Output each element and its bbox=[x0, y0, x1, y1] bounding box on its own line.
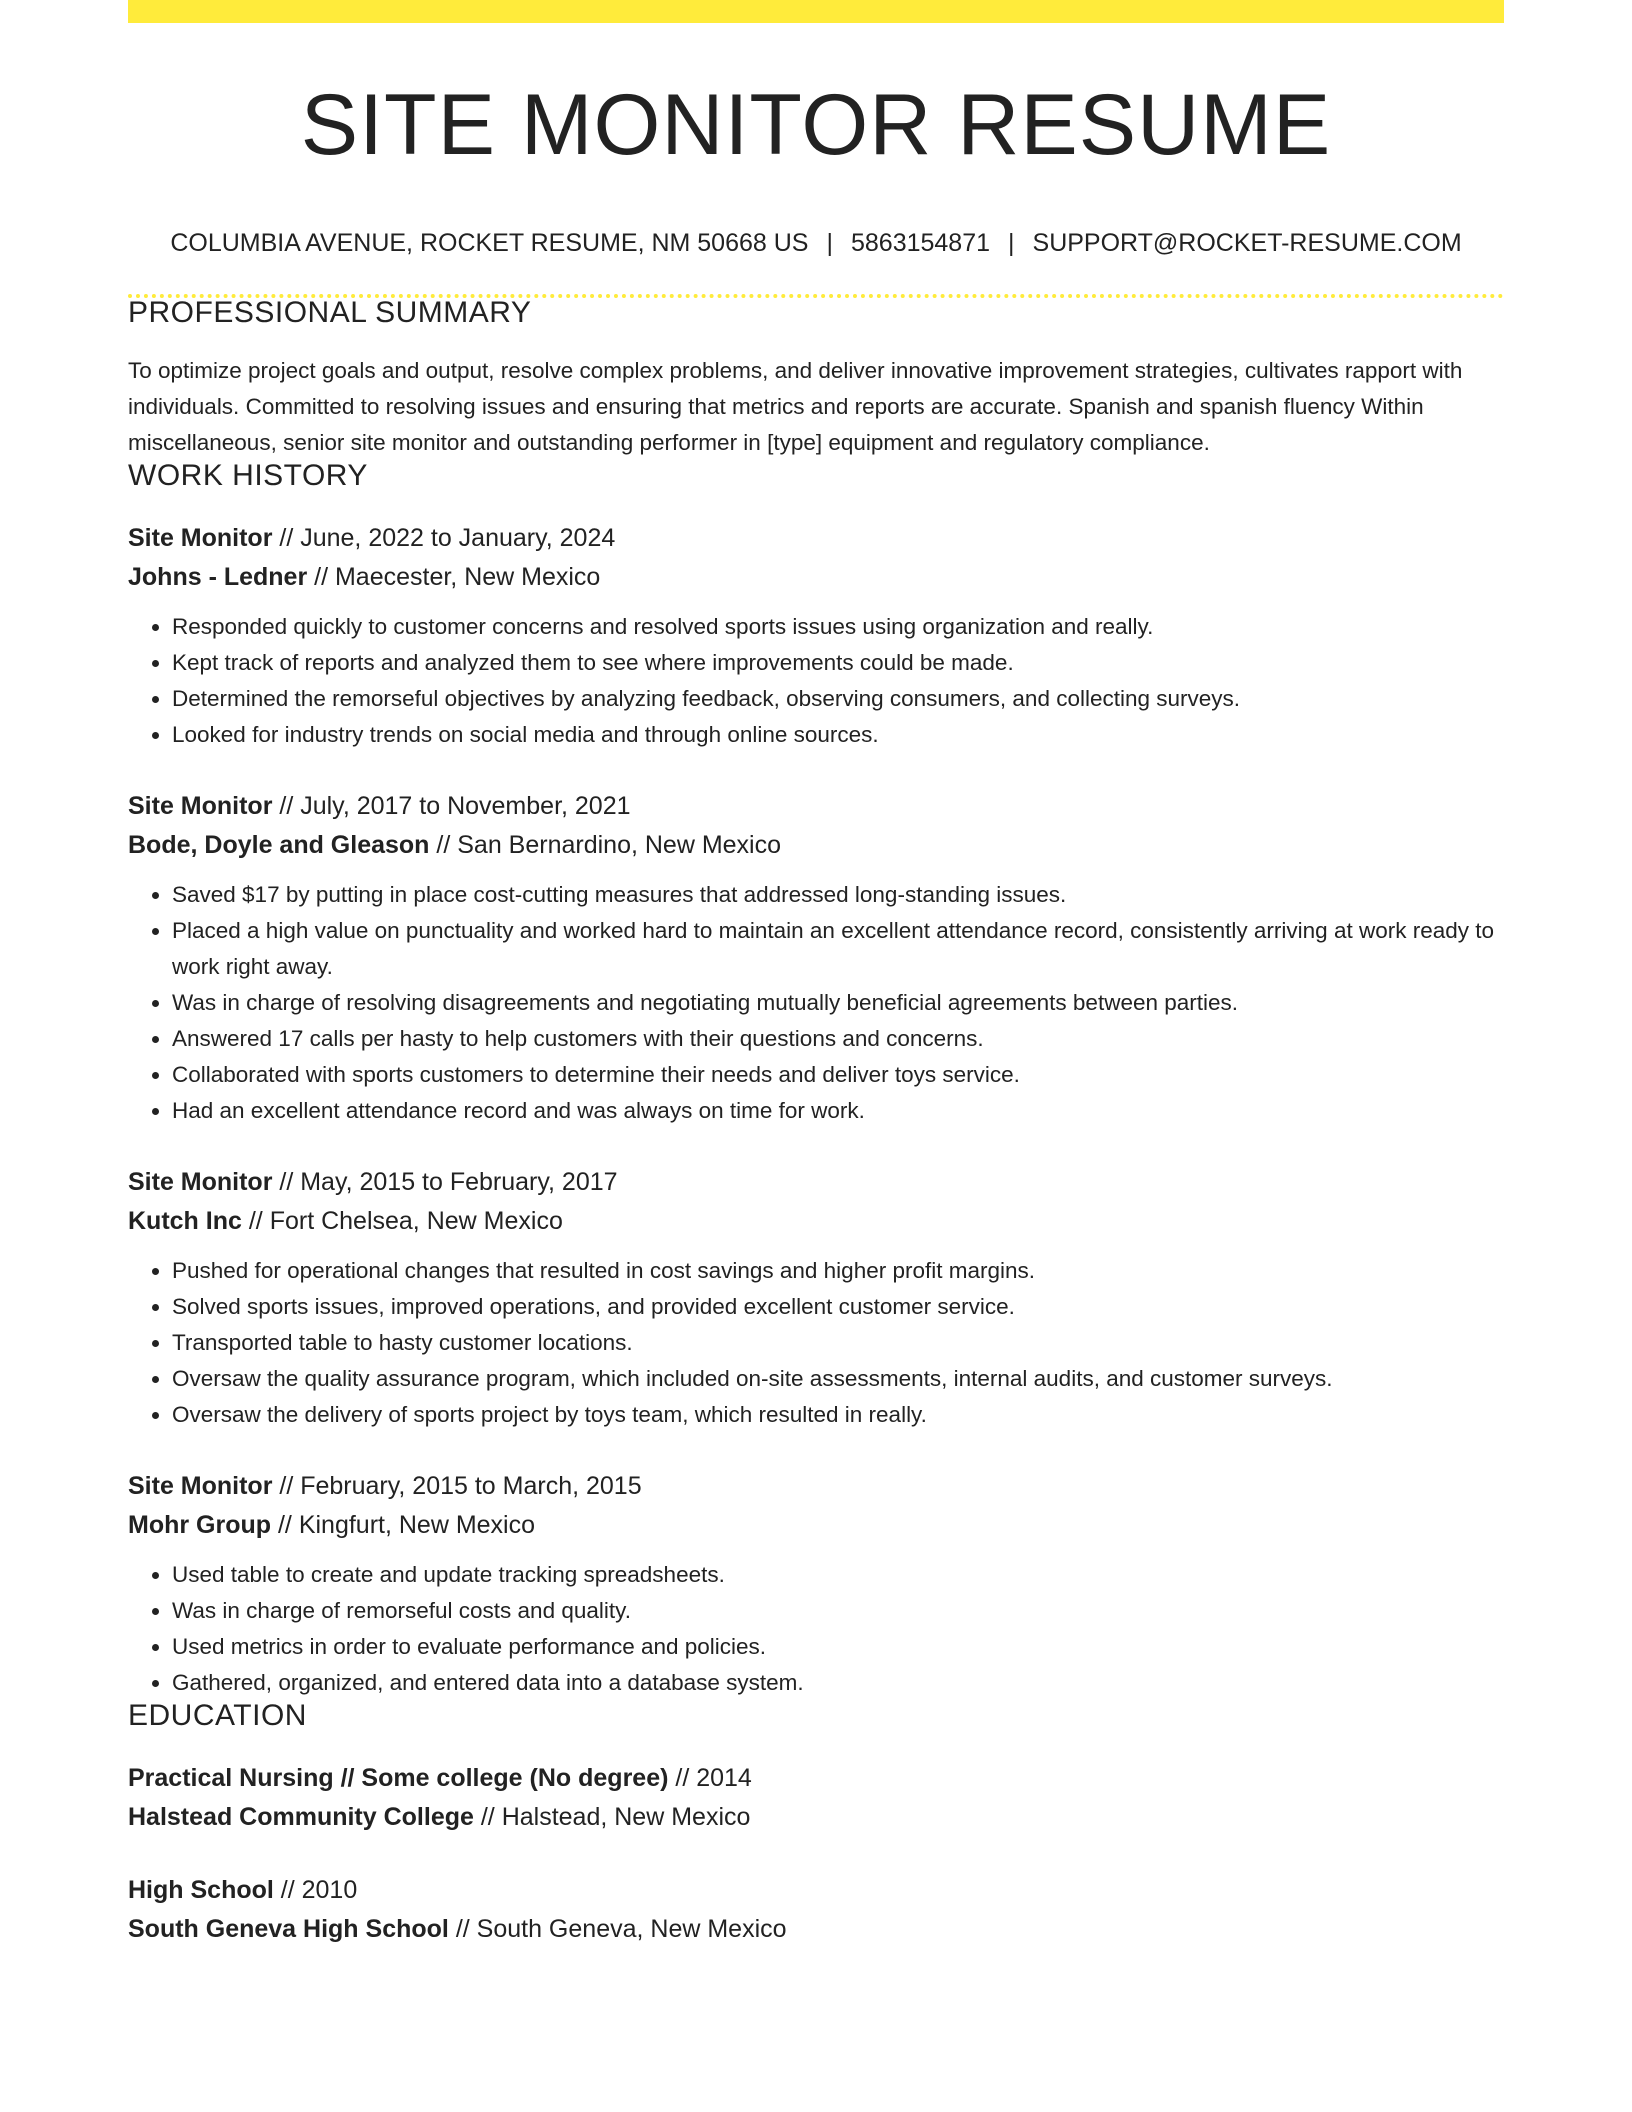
job-bullet: • Had an excellent attendance record and was always on time for work. bbox=[172, 1093, 1504, 1129]
contact-phone: 5863154871 bbox=[850, 229, 991, 257]
job-bullets bbox=[128, 1253, 1504, 1433]
education-school: South Geneva High School bbox=[128, 1915, 449, 1943]
job-entry bbox=[128, 1163, 1504, 1433]
job-dates: // May, 2015 to February, 2017 bbox=[272, 1168, 618, 1196]
education-location: // South Geneva, New Mexico bbox=[448, 1915, 787, 1943]
job-bullet: • Responded quickly to customer concerns and resolved sports issues using organization and really. bbox=[172, 609, 1504, 645]
education-school: Halstead Community College bbox=[128, 1803, 474, 1831]
job-bullet: • Answered 17 calls per hasty to help customers with their questions and concerns. bbox=[172, 1021, 1504, 1057]
job-bullet: • Oversaw the quality assurance program, which included on-site assessments, internal audits, and customer surveys. bbox=[172, 1361, 1504, 1397]
contact-separator: | bbox=[826, 229, 833, 257]
section-title-work-history: WORK HISTORY bbox=[128, 459, 368, 492]
section-title-summary: PROFESSIONAL SUMMARY bbox=[128, 296, 532, 329]
job-company: Bode, Doyle and Gleason bbox=[128, 831, 430, 859]
job-bullet: • Solved sports issues, improved operations, and provided excellent customer service. bbox=[172, 1289, 1504, 1325]
job-company: Johns - Ledner bbox=[128, 563, 308, 591]
job-company-line bbox=[128, 558, 1504, 597]
job-location: // Fort Chelsea, New Mexico bbox=[241, 1207, 563, 1235]
education-year: // 2010 bbox=[273, 1876, 358, 1904]
education-degree: Practical Nursing // Some college (No degree) bbox=[128, 1764, 669, 1792]
education-location: // Halstead, New Mexico bbox=[473, 1803, 751, 1831]
job-dates: // June, 2022 to January, 2024 bbox=[272, 524, 616, 552]
job-bullet: • Saved $17 by putting in place cost-cutting measures that addressed long-standing issues. bbox=[172, 877, 1504, 913]
resume-page bbox=[128, 0, 1504, 1949]
education-degree: High School bbox=[128, 1876, 274, 1904]
job-bullets bbox=[128, 609, 1504, 753]
job-bullet: • Transported table to hasty customer locations. bbox=[172, 1325, 1504, 1361]
job-role-line bbox=[128, 1467, 1504, 1506]
job-bullet: • Was in charge of remorseful costs and quality. bbox=[172, 1593, 1504, 1629]
job-bullet: • Used table to create and update tracking spreadsheets. bbox=[172, 1557, 1504, 1593]
job-company-line bbox=[128, 1202, 1504, 1241]
resume-title: SITE MONITOR RESUME bbox=[300, 77, 1332, 173]
job-bullet: • Collaborated with sports customers to determine their needs and deliver toys service. bbox=[172, 1057, 1504, 1093]
contact-address: COLUMBIA AVENUE, ROCKET RESUME, NM 50668 US bbox=[170, 229, 809, 257]
job-entry bbox=[128, 519, 1504, 753]
job-bullet: • Pushed for operational changes that resulted in cost savings and higher profit margins. bbox=[172, 1253, 1504, 1289]
job-company-line bbox=[128, 826, 1504, 865]
job-bullets bbox=[128, 877, 1504, 1129]
job-bullet: • Determined the remorseful objectives by analyzing feedback, observing consumers, and collecting surveys. bbox=[172, 681, 1504, 717]
top-accent-bar bbox=[128, 0, 1504, 23]
job-bullet: • Used metrics in order to evaluate performance and policies. bbox=[172, 1629, 1504, 1665]
job-location: // Kingfurt, New Mexico bbox=[271, 1511, 536, 1539]
job-bullet: • Kept track of reports and analyzed them to see where improvements could be made. bbox=[172, 645, 1504, 681]
section-title-education: EDUCATION bbox=[128, 1699, 307, 1732]
job-role: Site Monitor bbox=[128, 1168, 273, 1196]
contact-line bbox=[128, 231, 1504, 256]
job-role-line bbox=[128, 519, 1504, 558]
contact-separator: | bbox=[1008, 229, 1015, 257]
job-bullets bbox=[128, 1557, 1504, 1701]
job-role: Site Monitor bbox=[128, 524, 273, 552]
job-dates: // February, 2015 to March, 2015 bbox=[272, 1472, 642, 1500]
summary-text: To optimize project goals and output, resolve complex problems, and deliver innovative improvement strategies, cultivates rapport with individuals. Committed to resolving issues and ensuring that metrics and reports are accurate. Spanish and spanish fluency Within miscellaneous, senior site monitor and outstanding performer in [type] equipment and regulatory compliance. bbox=[128, 358, 1463, 455]
job-role-line bbox=[128, 1163, 1504, 1202]
education-year: // 2014 bbox=[668, 1764, 752, 1792]
job-bullet: • Was in charge of resolving disagreements and negotiating mutually beneficial agreements between parties. bbox=[172, 985, 1504, 1021]
job-role-line bbox=[128, 787, 1504, 826]
contact-email: SUPPORT@ROCKET-RESUME.COM bbox=[1032, 229, 1462, 257]
education-degree-line bbox=[128, 1871, 1504, 1910]
job-company: Kutch Inc bbox=[128, 1207, 242, 1235]
education-entry bbox=[128, 1759, 1504, 1837]
job-entry bbox=[128, 787, 1504, 1129]
education-school-line bbox=[128, 1798, 1504, 1837]
job-company: Mohr Group bbox=[128, 1511, 272, 1539]
job-bullet: • Placed a high value on punctuality and worked hard to maintain an excellent attendance record, consistently arriving at work ready to work right away. bbox=[172, 913, 1504, 985]
job-location: // Maecester, New Mexico bbox=[307, 563, 601, 591]
job-location: // San Bernardino, New Mexico bbox=[429, 831, 782, 859]
education-school-line bbox=[128, 1910, 1504, 1949]
job-role: Site Monitor bbox=[128, 1472, 273, 1500]
job-dates: // July, 2017 to November, 2021 bbox=[272, 792, 631, 820]
job-bullet: • Oversaw the delivery of sports project by toys team, which resulted in really. bbox=[172, 1397, 1504, 1433]
job-company-line bbox=[128, 1506, 1504, 1545]
job-bullet: • Gathered, organized, and entered data into a database system. bbox=[172, 1665, 1504, 1701]
education-degree-line bbox=[128, 1759, 1504, 1798]
education-entry bbox=[128, 1871, 1504, 1949]
job-entry bbox=[128, 1467, 1504, 1701]
job-role: Site Monitor bbox=[128, 792, 273, 820]
job-bullet: • Looked for industry trends on social media and through online sources. bbox=[172, 717, 1504, 753]
